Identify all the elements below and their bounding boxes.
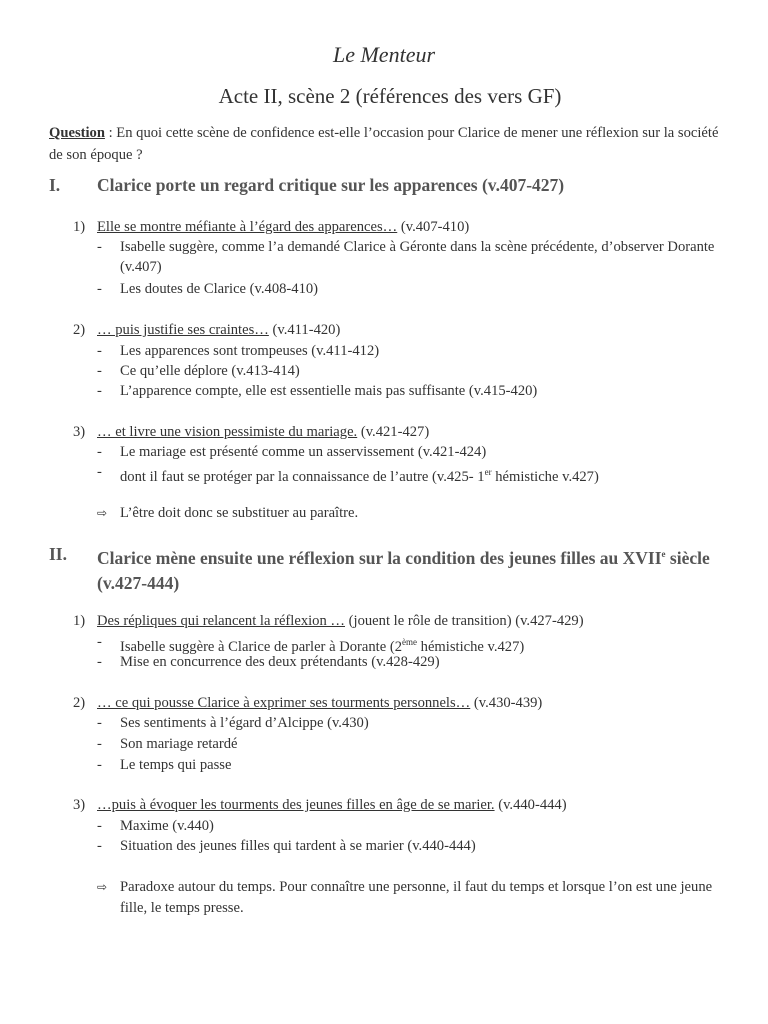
dash-icon: - — [97, 654, 102, 670]
section-1-title: Clarice porte un regard critique sur les apparences (v.407-427) — [97, 175, 565, 195]
dash-icon: - — [97, 715, 102, 731]
question-label: Question — [49, 125, 105, 141]
sub-ref: (v.421-427) — [357, 424, 430, 440]
question-text: : En quoi cette scène de confidence est-elle l’occasion pour Clarice de mener une réflexion sur la société de son époque ? — [49, 125, 719, 163]
section-2-sub-2: 2) … ce qui pousse Clarice à exprimer ses tourments personnels… (v.430-439) — [73, 695, 543, 711]
sub-ref: (jouent le rôle de transition) (v.427-429) — [345, 613, 584, 629]
section-1-sub-3: 3) … et livre une vision pessimiste du mariage. (v.421-427) — [73, 424, 430, 440]
dash-icon: - — [97, 343, 102, 359]
document-page: Le Menteur Acte II, scène 2 (références des vers GF) Question : En quoi cette scène de confidence est-elle l’occasion pour Clarice de mener une réflexion sur la société de son époque ? I. Clarice porte un regard critique sur les apparences (v.407-427) 1) Elle se montre méfiante à l’égard des apparences… (v.407-410) - Isabelle suggère, comme l’a demandé Clarice à Géronte dans la scène précédente, d’observer Dorante (v.407) - Les doutes de Clarice (v.408-410) 2) … puis justifie ses craintes… (v.411-420) - Les apparences sont trompeuses (v.411-412) - Ce qu’elle déplore (v.413-414) - L’apparence compte, elle est essentielle mais pas suffisante (v.415-420) 3) … et livre une vision pessimiste du mariage. (v.421-427) - Le mariage est présenté comme un asservissement (v.421-424) - dont il faut se protéger par la connaissance de l’autre (v.425- 1er hémistiche v.427) ⇨ L’être doit donc se substituer au paraître. II. Clarice mène ensuite une réflexion sur la condition des jeunes filles au XVIIe siècle (v.427-444) 1) Des répliques qui relancent la réflexion … (jouent le rôle de transition) (v.427-429) - Isabelle suggère à Clarice de parler à Dorante (2ème hémistiche v.427) - Mise en concurrence des deux prétendants (v.428-429) 2) … ce qui pousse Clarice à exprimer ses tourments personnels… (v.430-439) - Ses sentiments à l’égard d’Alcippe (v.430) - Son mariage retardé - Le temps qui passe 3) …puis à évoquer les tourments des jeunes filles en âge de se marier. (v.440-444) - Maxime (v.440) - Situation des jeunes filles qui tardent à se marier (v.440-444) ⇨ Paradoxe autour du temps. Pour connaître une personne, il faut du temps et lorsque l’on est une jeune fille, le temps presse. — [0, 0, 768, 1024]
sub-title: …puis à évoquer les tourments des jeunes filles en âge de se marier. — [97, 797, 495, 813]
sub-ref: (v.411-420) — [268, 322, 341, 338]
document-subtitle: Acte II, scène 2 (références des vers GF) — [218, 84, 562, 108]
dash-icon: - — [97, 444, 102, 460]
dash-icon: - — [97, 363, 102, 379]
sub-title: … ce qui pousse Clarice à exprimer ses tourments personnels… — [97, 695, 471, 711]
section-1-number: I. — [49, 175, 61, 195]
dash-icon: - — [97, 736, 102, 752]
dash-icon: - — [97, 838, 102, 854]
arrow-right-icon: ⇨ — [97, 880, 108, 894]
sub-ref: (v.407-410) — [397, 219, 470, 235]
sub-title: … puis justifie ses craintes… — [97, 322, 269, 338]
sub-title: Elle se montre méfiante à l’égard des apparences… — [97, 219, 398, 235]
dash-icon: - — [97, 634, 102, 650]
section-2-title: Clarice mène ensuite une réflexion sur la condition des jeunes filles au XVIIe siècle (v.427-444) — [97, 547, 710, 593]
dash-icon: - — [97, 818, 102, 834]
sub-title: Des répliques qui relancent la réflexion … — [97, 613, 346, 629]
section-2-sub-3: 3) …puis à évoquer les tourments des jeunes filles en âge de se marier. (v.440-444) — [73, 797, 567, 813]
sub-title: … et livre une vision pessimiste du mariage. — [97, 424, 358, 440]
section-2-number: II. — [49, 544, 67, 564]
section-2-sub-1: 1) Des répliques qui relancent la réflexion … (jouent le rôle de transition) (v.427-429) — [73, 613, 584, 629]
sub-ref: (v.430-439) — [470, 695, 543, 711]
section-1-sub-2: 2) … puis justifie ses craintes… (v.411-420) — [73, 322, 341, 338]
question-paragraph — [49, 122, 729, 166]
document-title: Le Menteur — [332, 42, 436, 67]
dash-icon: - — [97, 757, 102, 773]
dash-icon: - — [97, 239, 102, 255]
arrow-right-icon: ⇨ — [97, 506, 108, 520]
dash-icon: - — [97, 464, 102, 480]
sub-ref: (v.440-444) — [494, 797, 567, 813]
section-1-sub-1: 1) Elle se montre méfiante à l’égard des apparences… (v.407-410) — [73, 219, 470, 235]
dash-icon: - — [97, 281, 102, 297]
dash-icon: - — [97, 383, 102, 399]
